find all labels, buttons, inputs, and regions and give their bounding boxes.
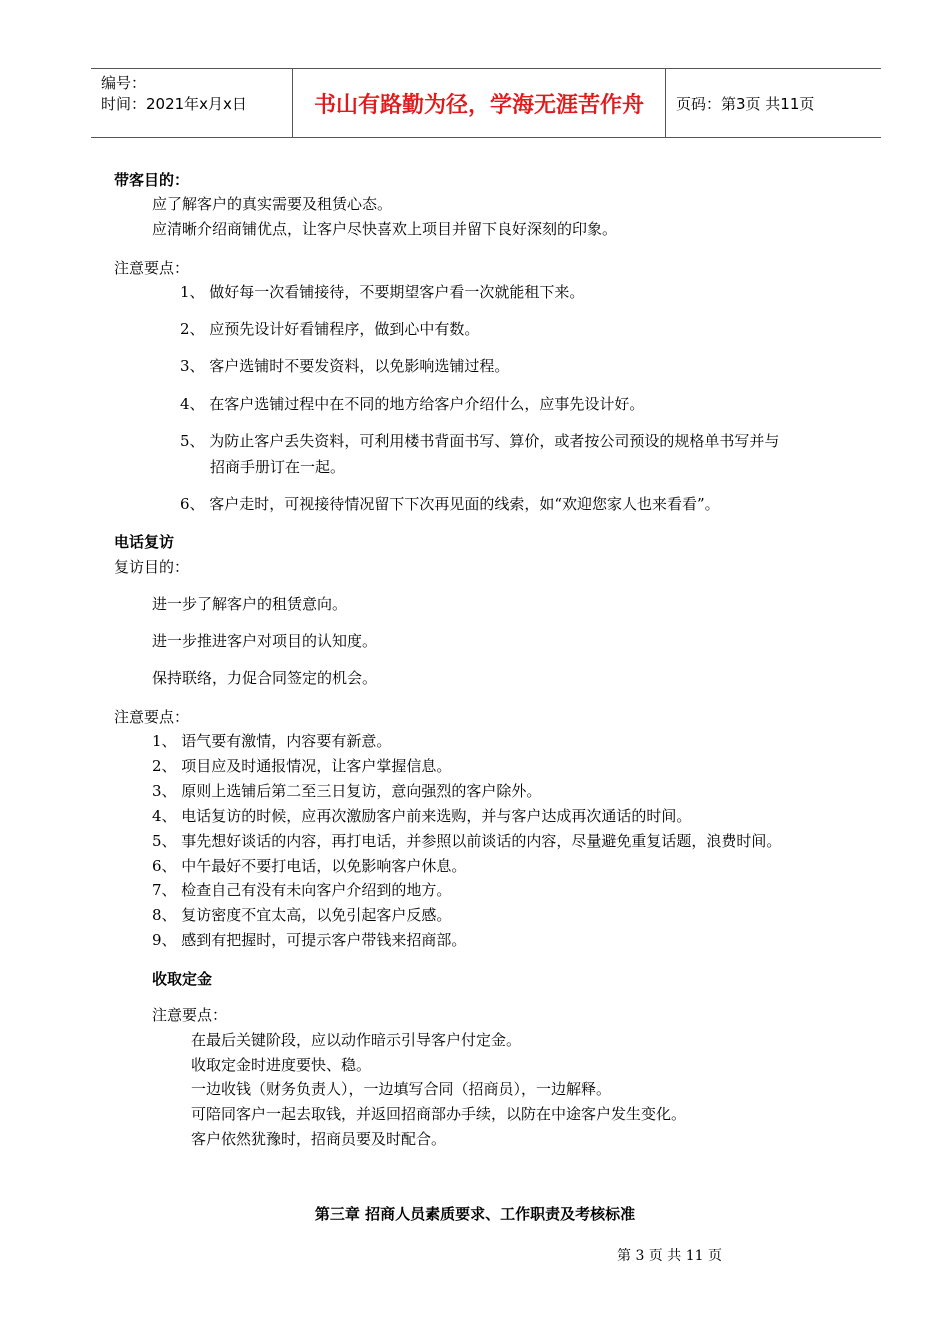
section-title-phone-followup: 电话复访 [114,533,175,551]
list-item: 3、 原则上选铺后第二至三日复访，意向强烈的客户除外。 [152,782,542,800]
purpose-label: 复访目的： [114,558,190,576]
list-item: 在最后关键阶段，应以动作暗示引导客户付定金。 [191,1031,522,1049]
page-footer: 第 3 页 共 11 页 [617,1248,722,1264]
list-item: 6、 中午最好不要打电话，以免影响客户休息。 [152,857,467,875]
list-item: 5、 为防止客户丢失资料，可利用楼书背面书写、算价，或者按公司预设的规格单书写并与 [180,432,780,450]
notes-label: 注意要点： [152,1006,228,1024]
header-page-label: 页码：第3页 共11页 [676,94,815,113]
list-item-continuation: 招商手册订在一起。 [210,458,346,476]
header-meta [91,69,293,137]
paragraph: 应了解客户的真实需要及租赁心态。 [152,195,393,213]
list-item: 1、 语气要有激情，内容要有新意。 [152,732,392,750]
paragraph: 进一步了解客户的租赁意向。 [152,595,348,613]
section-title-deposit: 收取定金 [152,970,213,988]
list-item: 收取定金时进度要快、稳。 [191,1056,372,1074]
list-item: 9、 感到有把握时，可提示客户带钱来招商部。 [152,931,467,949]
list-item: 2、 应预先设计好看铺程序，做到心中有数。 [180,320,480,338]
section-title-purpose: 带客目的： [114,171,190,189]
paragraph: 应清晰介绍商铺优点，让客户尽快喜欢上项目并留下良好深刻的印象。 [152,220,618,238]
notes-label: 注意要点： [114,708,190,726]
list-item: 一边收钱（财务负责人），一边填写合同（招商员），一边解释。 [191,1080,612,1098]
list-item: 6、 客户走时，可视接待情况留下下次再见面的线索，如“欢迎您家人也来看看”。 [180,495,720,513]
chapter-title: 第三章 招商人员素质要求、工作职责及考核标准 [314,1205,636,1223]
list-item: 8、 复访密度不宜太高，以免引起客户反感。 [152,906,452,924]
number-label: 编号： [101,74,147,92]
paragraph: 保持联络，力促合同签定的机会。 [152,669,378,687]
list-item: 客户依然犹豫时，招商员要及时配合。 [191,1130,447,1148]
list-item: 2、 项目应及时通报情况，让客户掌握信息。 [152,757,452,775]
paragraph: 进一步推进客户对项目的认知度。 [152,632,378,650]
notes-label: 注意要点： [114,259,190,277]
header-motto: 书山有路勤为径，学海无涯苦作舟 [293,69,666,137]
list-item: 可陪同客户一起去取钱，并返回招商部办手续，以防在中途客户发生变化。 [191,1105,687,1123]
list-item: 5、 事先想好谈话的内容，再打电话，并参照以前谈话的内容，尽量避免重复话题，浪费时间。 [152,832,782,850]
list-item: 3、 客户选铺时不要发资料，以免影响选铺过程。 [180,357,510,375]
list-item: 4、 在客户选铺过程中在不同的地方给客户介绍什么，应事先设计好。 [180,395,645,413]
list-item: 1、 做好每一次看铺接待，不要期望客户看一次就能租下来。 [180,283,585,301]
page-header [91,68,881,138]
time-label: 时间：2021年x月x日 [101,95,247,113]
list-item: 4、 电话复访的时候，应再次激励客户前来选购，并与客户达成再次通话的时间。 [152,807,692,825]
list-item: 7、 检查自己有没有未向客户介绍到的地方。 [152,881,452,899]
